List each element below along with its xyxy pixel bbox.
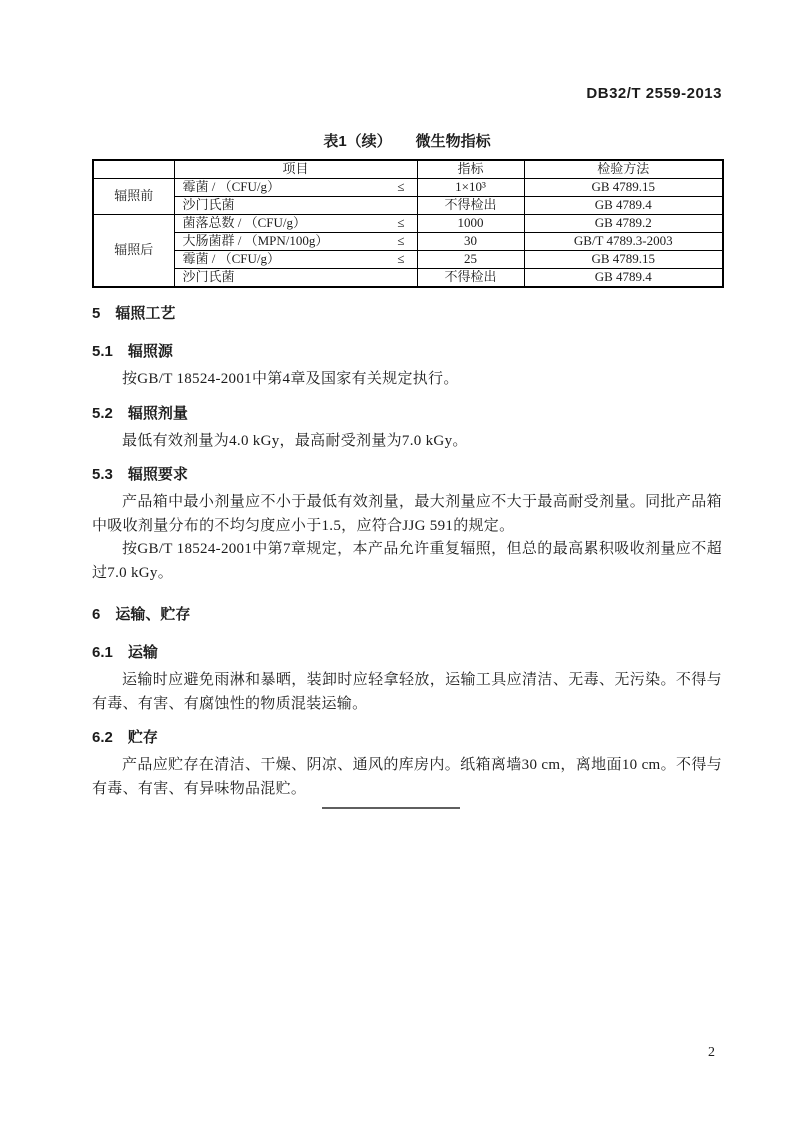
section-number: 5.2 <box>92 404 113 422</box>
section-heading-5-2 <box>92 404 722 424</box>
item-text: 大肠菌群 / （MPN/100g） <box>182 233 329 249</box>
section-number: 6.2 <box>92 729 113 746</box>
table-cell-method: GB/T 4789.3-2003 <box>524 233 723 251</box>
section-title: 辐照源 <box>127 343 173 360</box>
table-cell-indicator: 30 <box>417 233 524 251</box>
group-label-after-irradiation: 辐照后 <box>93 215 174 288</box>
paragraph-5-3-b: 按GB/T 18524-2001中第7章规定，本产品允许重复辐照，但总的最高累积吸收剂量应不超过7.0 kGy。 <box>92 541 722 581</box>
table-header-indicator: 指标 <box>417 160 524 179</box>
item-text: 霉菌 / （CFU/g） <box>182 179 281 195</box>
paragraph-6-2: 产品应贮存在清洁、干燥、阴凉、通风的库房内。纸箱离墙30 cm，离地面10 cm。不得与有毒、有害、有异味物品混贮。 <box>92 757 722 797</box>
relation-symbol: ≤ <box>397 215 405 231</box>
item-text: 沙门氏菌 <box>182 269 235 285</box>
section-number: 5 <box>92 305 101 322</box>
section-number: 5.1 <box>92 343 113 360</box>
table-title-text: 微生物指标 <box>415 133 491 150</box>
table-cell-item <box>174 251 417 269</box>
table-cell-indicator: 25 <box>417 251 524 269</box>
section-number: 5.3 <box>92 466 113 483</box>
section-heading-6 <box>92 605 722 625</box>
table-cell-indicator: 不得检出 <box>417 269 524 288</box>
document-body <box>92 304 722 801</box>
table-header-method: 检验方法 <box>524 160 723 179</box>
section-title: 运输 <box>127 644 158 661</box>
table-cell-method: GB 4789.15 <box>524 179 723 197</box>
section-title: 贮存 <box>127 729 158 746</box>
table-cell-item <box>174 179 417 197</box>
section-heading-6-2 <box>92 728 722 748</box>
table-row <box>93 179 723 197</box>
table-cell-method: GB 4789.2 <box>524 215 723 233</box>
section-title: 辐照剂量 <box>127 404 188 422</box>
table-row <box>93 269 723 288</box>
section-title: 辐照工艺 <box>115 305 176 322</box>
table-cell-indicator: 不得检出 <box>417 197 524 215</box>
document-ref: DB32/T 2559-2013 <box>586 85 722 102</box>
item-text: 沙门氏菌 <box>182 197 235 213</box>
table-cell-method: GB 4789.4 <box>524 197 723 215</box>
section-heading-5 <box>92 304 722 324</box>
section-heading-5-3 <box>92 465 722 485</box>
section-number: 6.1 <box>92 644 113 661</box>
paragraph-5-2: 最低有效剂量为4.0 kGy，最高耐受剂量为7.0 kGy。 <box>122 432 468 449</box>
table-title <box>92 132 722 152</box>
table-cell-item <box>174 233 417 251</box>
table-cell-method: GB 4789.15 <box>524 251 723 269</box>
table-cell-indicator: 1×10³ <box>417 179 524 197</box>
relation-symbol: ≤ <box>397 233 405 249</box>
table-row <box>93 197 723 215</box>
footer-rule <box>322 807 460 809</box>
paragraph-6-1: 运输时应避免雨淋和暴晒，装卸时应轻拿轻放，运输工具应清洁、无毒、无污染。不得与有毒、有害、有腐蚀性的物质混装运输。 <box>92 672 722 712</box>
section-title: 运输、贮存 <box>115 606 191 623</box>
item-text: 菌落总数 / （CFU/g） <box>182 215 307 231</box>
section-number: 6 <box>92 606 101 623</box>
page-number: 2 <box>708 1045 715 1060</box>
table-cell-item <box>174 197 417 215</box>
paragraph-5-3-a: 产品箱中最小剂量应不小于最低有效剂量，最大剂量应不大于最高耐受剂量。同批产品箱中吸收剂量分布的不均匀度应小于1.5，应符合JJG 591的规定。 <box>92 494 722 534</box>
group-label-before-irradiation: 辐照前 <box>93 179 174 215</box>
relation-symbol: ≤ <box>397 179 405 195</box>
table-header-row <box>93 160 723 179</box>
table-cell-item <box>174 269 417 288</box>
section-title: 辐照要求 <box>127 466 188 483</box>
table-cell-item <box>174 215 417 233</box>
relation-symbol: ≤ <box>397 251 405 267</box>
item-text: 霉菌 / （CFU/g） <box>182 251 281 267</box>
table-title-number: 表1（续） <box>323 133 392 150</box>
section-heading-6-1 <box>92 643 722 663</box>
table-row <box>93 251 723 269</box>
table-row <box>93 215 723 233</box>
table-cell-indicator: 1000 <box>417 215 524 233</box>
paragraph-5-1: 按GB/T 18524-2001中第4章及国家有关规定执行。 <box>122 371 459 387</box>
table-header-group-empty <box>93 160 174 179</box>
table-row <box>93 233 723 251</box>
table-header-item: 项目 <box>174 160 417 179</box>
microbial-indicators-table <box>92 159 724 288</box>
table-cell-method: GB 4789.4 <box>524 269 723 288</box>
section-heading-5-1 <box>92 342 722 362</box>
